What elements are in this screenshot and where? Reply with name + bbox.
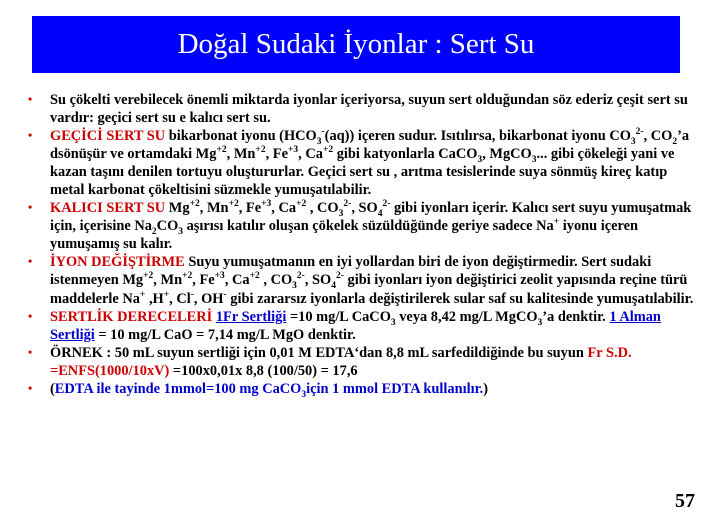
formula-highlight: Fr S.D. =ENFS(1000/10xV): [50, 344, 632, 379]
bullet-list: [28, 91, 700, 398]
bullet-icon: •: [28, 344, 33, 359]
bullet-icon: •: [28, 92, 33, 106]
list-item: • KALICI SERT SU $Mg^{+2}$, $Mn^{+2}$, $Fe^{+3}$, $Ca^{+2}$ , $CO_3^{2-}$, $SO_4^{2-}$ gibi iyonları içerir. Kalıcı sert suyu yumuşatmak için, içerisine $Na_2CO_3$ aşırısı katılır oluşan çökelek süzüldüğünde geriye sadece Na+ iyonu içeren yumuşamış su kalır.: [28, 199, 692, 253]
bullet-icon: •: [28, 254, 33, 269]
list-item: [28, 91, 700, 127]
bullet-icon: •: [28, 200, 33, 215]
edta-note: EDTA ile tayinde 1mmol=100 mg CaCO: [54, 380, 302, 397]
item-keyword: SERTLİK DERECELERİ: [50, 308, 213, 325]
bullet-icon: •: [28, 308, 33, 323]
german-hardness-term: 1 Alman Sertliği: [50, 308, 661, 343]
list-item: • İYON DEĞİŞTİRME Suyu yumuşatmanın en iyi yollardan biri de iyon değiştirmedir. Sert sudaki istenmeyen $Mg^{+2}$, $Mn^{+2}$, $Fe^{+3}$, $Ca^{+2}$ , $CO_3^{2-}$, $SO_4^{2-}$ gibi iyonları iyon değiştirici zeolit yapısında reçine türü maddelerle Na+ ,H+, Cl-, OH- gibi zararsız iyonlarla değiştirilerek sular saf su kalitesinde yumuşatılabilir.: [28, 254, 694, 307]
item-keyword: İYON DEĞİŞTİRME: [50, 254, 185, 271]
item-keyword: KALICI SERT SU: [50, 200, 166, 217]
slide-title: Doğal Sudaki İyonlar : Sert Su: [32, 16, 680, 73]
list-item: • GEÇİCİ SERT SU bikarbonat iyonu $(HCO_3^-(aq))$ içeren sudur. Isıtılırsa, bikarbonat iyonu $CO_3^{2-}$, $CO_2’a$ dsönüşür ve ortamdaki $Mg^{+2}$, $Mn^{+2}$, $Fe^{+3}$, $Ca^{+2}$ gibi katyonlarla CaCO$_3$, MgCO$_3$... gibi çökeleği yani ve kazan taşını denilen tortuyu oluştururlar. Geçici sert su , arıtma tesislerinde suya sönmüş kireç katıp metal karbonat çökeltisini süzmekle yumuşatılabilir.: [28, 127, 690, 199]
list-item: • ÖRNEK : 50 mL suyun sertliği için 0,01 M EDTA‘dan 8,8 mL sarfedildiğinde bu suyun Fr S.D. =ENFS(1000/10xV) =100x0,01x 8,8 (100/50) = 17,6: [28, 344, 632, 379]
item-text: Su çökelti verebilecek önemli miktarda iyonlar içeriyorsa, suyun sert olduğundan söz ederiz çeşit sert su vardır: geçici sert su e kalıcı sert su.: [50, 92, 688, 127]
bullet-icon: •: [28, 380, 33, 395]
bullet-icon: •: [28, 128, 33, 143]
fr-hardness-term: 1Fr Sertliği: [215, 308, 287, 325]
page-number: 57: [675, 490, 695, 512]
list-item: • (EDTA ile tayinde 1mmol=100 mg CaCO$_3$için 1 mmol EDTA kullanılır.): [28, 380, 489, 400]
item-keyword: GEÇİCİ SERT SU: [50, 128, 166, 145]
list-item: • SERTLİK DERECELERİ 1Fr Sertliği =10 mg/L CaCO$_3$ veya 8,42 mg/L MgCO$_3$’a denktir. 1 Alman Sertliği = 10 mg/L CaO = 7,14 mg/L MgO denktir.: [28, 308, 661, 343]
